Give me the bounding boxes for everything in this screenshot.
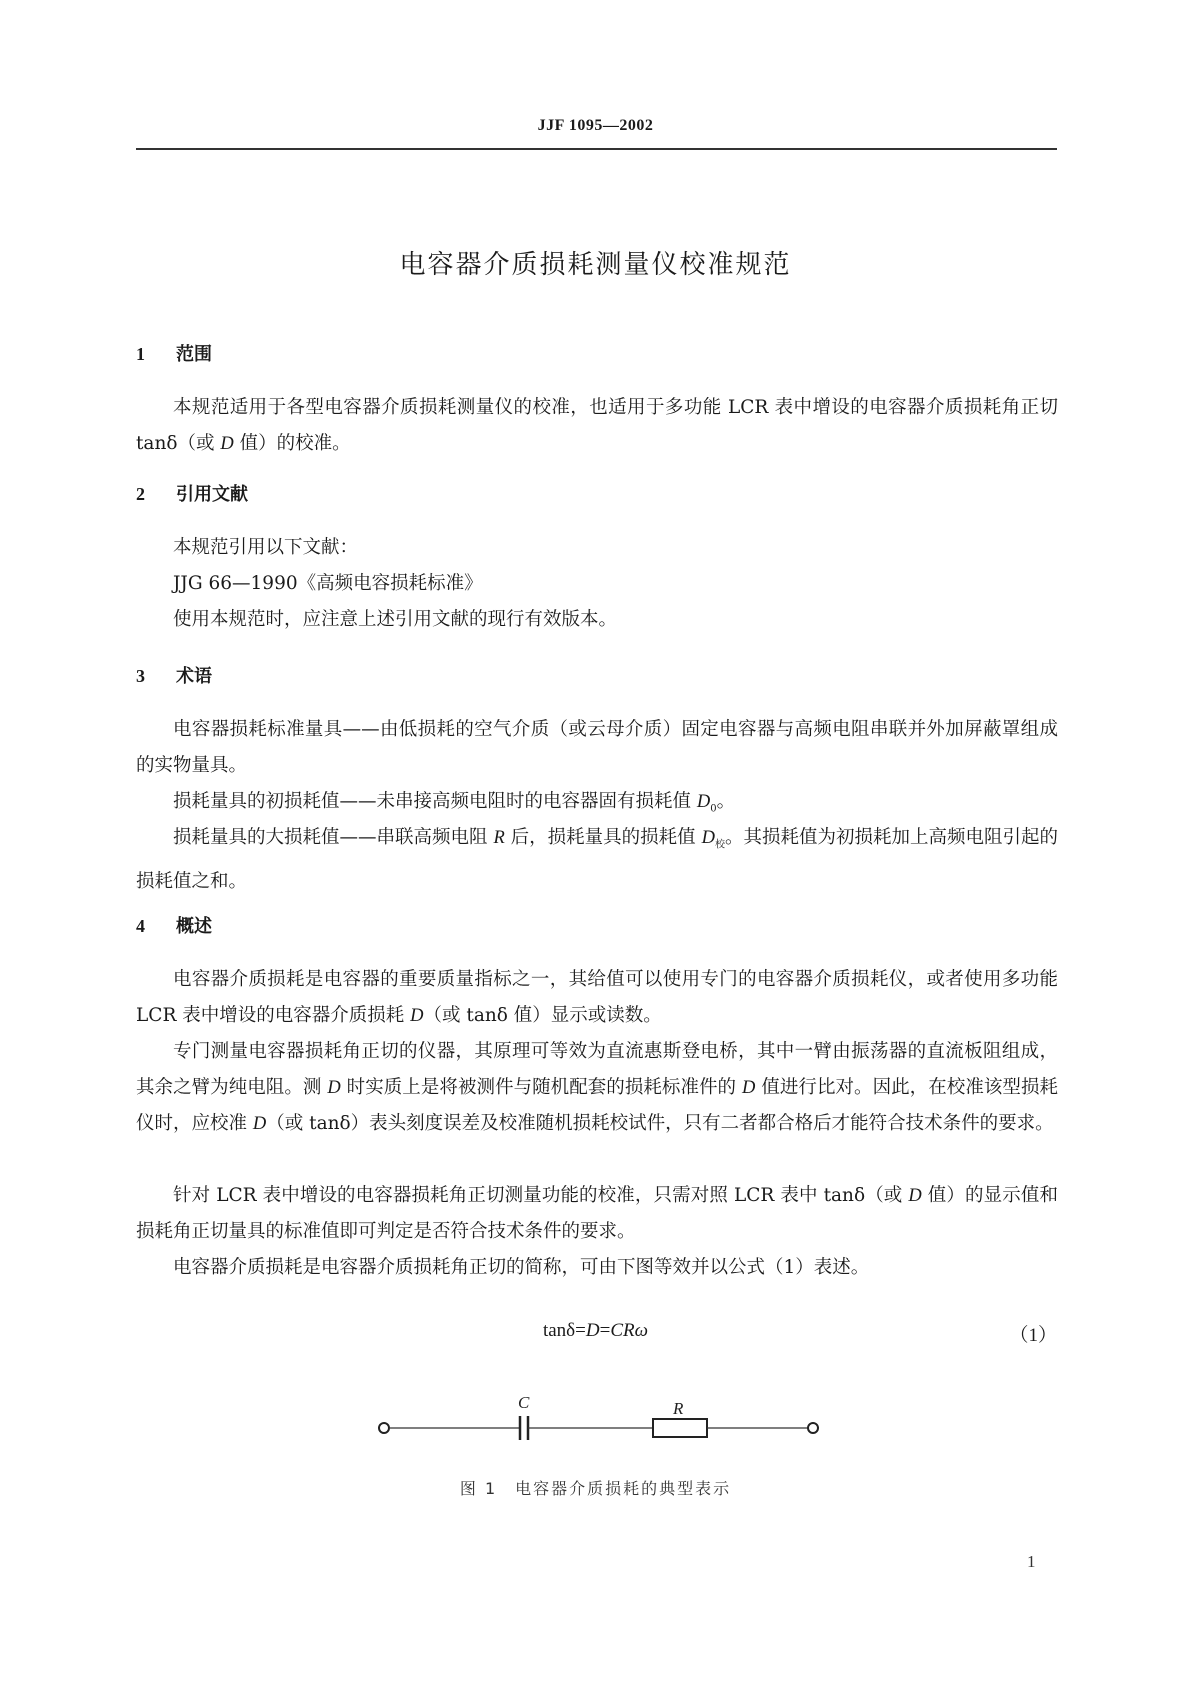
section-title: 引用文献 [176,484,248,505]
section-title: 范围 [176,344,212,365]
section-number: 3 [136,666,145,686]
document-code-header: JJF 1095—2002 [537,117,654,134]
section-1-paragraph: 本规范适用于各型电容器介质损耗测量仪的校准，也适用于多功能 LCR 表中增设的电容器介质损耗角正切 tanδ（或 D 值）的校准。 [136,397,1058,454]
section-2-note: 使用本规范时，应注意上述引用文献的现行有效版本。 [173,609,618,630]
header-divider [136,148,1057,150]
section-heading-3 [136,662,212,688]
term-definition-standard: 电容器损耗标准量具——由低损耗的空气介质（或云母介质）固定电容器与高频电阻串联并外加屏蔽罩组成的实物量具。 [136,719,1058,776]
section-heading-2 [136,480,248,506]
resistor-label: R [673,1399,684,1418]
term-definition-large-loss: 损耗量具的大损耗值——串联高频电阻 R 后，损耗量具的损耗值 $D_校$。其损耗值为初损耗加上高频电阻引起的损耗值之和。 [136,827,1059,892]
overview-paragraph-2: 专门测量电容器损耗角正切的仪器，其原理可等效为直流惠斯登电桥，其中一臂由振荡器的直流板阻组成，其余之臂为纯电阻。测 D 时实质上是将被测件与随机配套的损耗标准件的 D 值进行比对。因此，在校准该型损耗仪时，应校准 D（或 tanδ）表头刻度误差及校准随机损耗校试件，只有二者都合格后才能符合技术条件的要求。 [136,1041,1058,1134]
reference-item: JJG 66—1990《高频电容损耗标准》 [173,573,483,594]
terminal-right-icon [808,1423,818,1433]
rc-series-circuit-diagram [370,1388,830,1448]
capacitor-label: C [518,1393,530,1412]
section-number: 4 [136,916,145,936]
section-title: 概述 [176,916,212,937]
figure-caption: 图 1 电容器介质损耗的典型表示 [459,1479,732,1498]
term-definition-initial-loss: 损耗量具的初损耗值——未串接高频电阻时的电容器固有损耗值 $D_0$。 [173,791,736,815]
terminal-left-icon [379,1423,389,1433]
section-number: 1 [136,344,145,364]
formula-1: tanδ=D=CRω [542,1320,649,1341]
formula-number: （1） [1009,1325,1057,1346]
section-title: 术语 [176,666,212,687]
overview-paragraph-3: 针对 LCR 表中增设的电容器损耗角正切测量功能的校准，只需对照 LCR 表中 tanδ（或 D 值）的显示值和损耗角正切量具的标准值即可判定是否符合技术条件的要求。 [136,1185,1058,1242]
page-number: 1 [1027,1552,1036,1571]
section-heading-1 [136,340,212,366]
resistor-icon [653,1419,707,1437]
section-2-paragraph: 本规范引用以下文献： [173,537,359,558]
section-heading-4 [136,912,212,938]
overview-paragraph-1: 电容器介质损耗是电容器的重要质量指标之一，其给值可以使用专门的电容器介质损耗仪，或者使用多功能 LCR 表中增设的电容器介质损耗 D（或 tanδ 值）显示或读数。 [136,969,1058,1026]
overview-paragraph-4: 电容器介质损耗是电容器介质损耗角正切的简称，可由下图等效并以公式（1）表述。 [173,1257,870,1278]
page-title: 电容器介质损耗测量仪校准规范 [399,250,792,280]
section-number: 2 [136,484,145,504]
